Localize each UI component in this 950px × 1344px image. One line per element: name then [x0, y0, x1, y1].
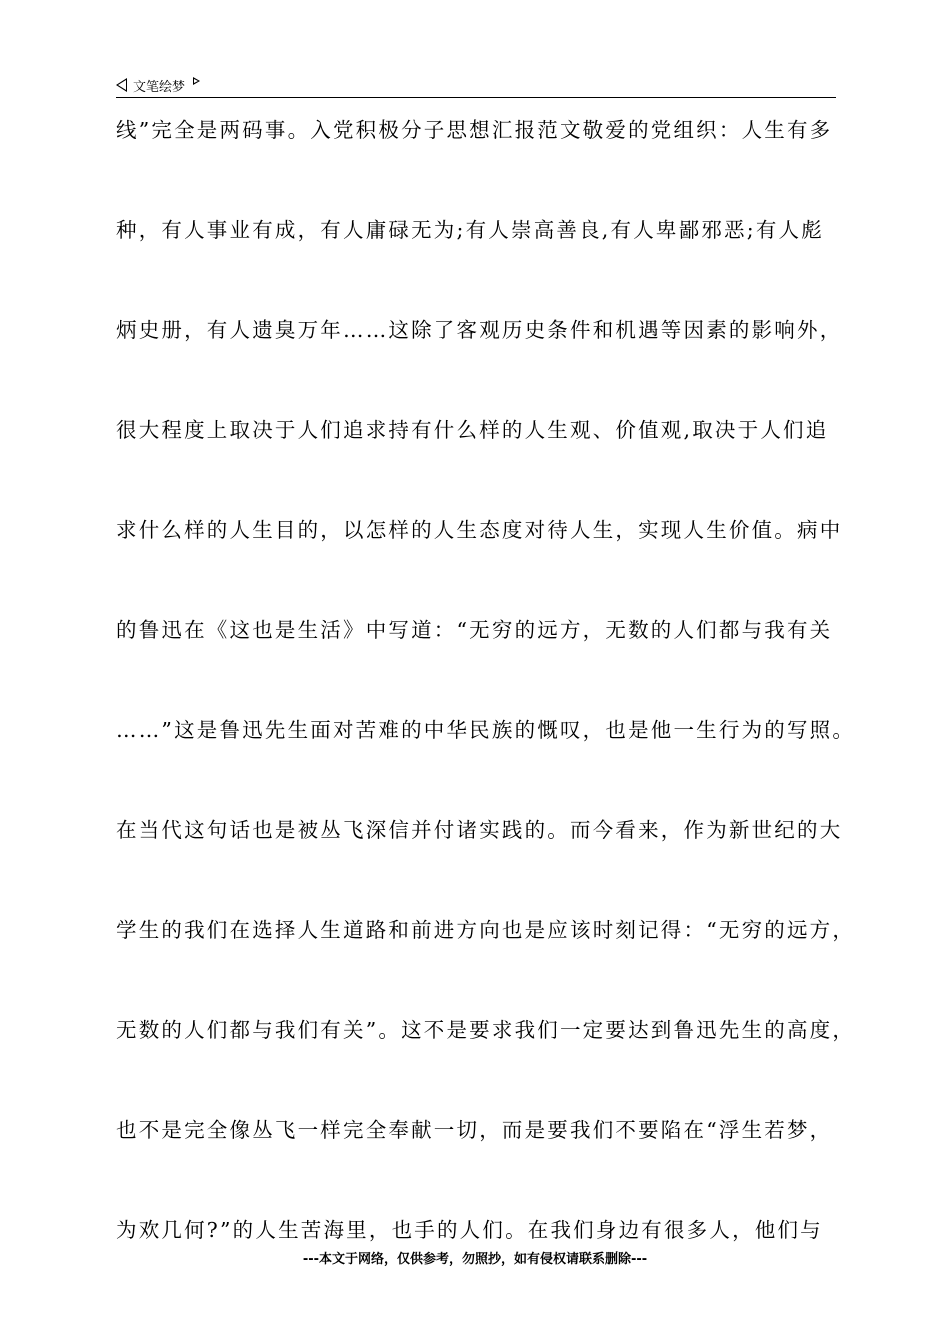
text-line: 炳史册，有人遗臭万年……这除了客观历史条件和机遇等因素的影响外， [116, 318, 843, 342]
text-line: 学生的我们在选择人生道路和前进方向也是应该时刻记得：“无穷的远方， [116, 918, 856, 942]
text-line: 种，有人事业有成，有人庸碌无为;有人崇高善良,有人卑鄙邪恶;有人彪 [116, 218, 824, 242]
text-line: 无数的人们都与我们有关”。这不是要求我们一定要达到鲁迅先生的高度， [116, 1018, 856, 1042]
text-line: 求什么样的人生目的，以怎样的人生态度对待人生，实现人生价值。病中 [116, 518, 843, 542]
document-body [116, 113, 856, 1313]
text-line: 很大程度上取决于人们追求持有什么样的人生观、价值观,取决于人们追 [116, 418, 829, 442]
text-line: ……”这是鲁迅先生面对苦难的中华民族的慨叹，也是他一生行为的写照。 [116, 718, 856, 742]
text-line: 线”完全是两码事。入党积极分子思想汇报范文敬爱的党组织：人生有多 [116, 118, 833, 142]
text-line: 的鲁迅在《这也是生活》中写道：“无穷的远方，无数的人们都与我有关 [116, 618, 833, 642]
triangle-right-icon [193, 77, 200, 85]
triangle-left-icon [116, 78, 127, 92]
page-footer: ---本文于网络，仅供参考，勿照抄，如有侵权请联系删除--- [302, 1252, 648, 1267]
text-line: 也不是完全像丛飞一样完全奉献一切，而是要我们不要陷在“浮生若梦， [116, 1118, 833, 1142]
text-line: 在当代这句话也是被丛飞深信并付诸实践的。而今看来，作为新世纪的大 [116, 818, 843, 842]
header-title: 文笔绘梦 [133, 79, 186, 95]
page-header [116, 72, 200, 98]
header-divider [116, 97, 836, 98]
text-line: 为欢几何?”的人生苦海里，也手的人们。在我们身边有很多人，他们与 [116, 1218, 823, 1242]
